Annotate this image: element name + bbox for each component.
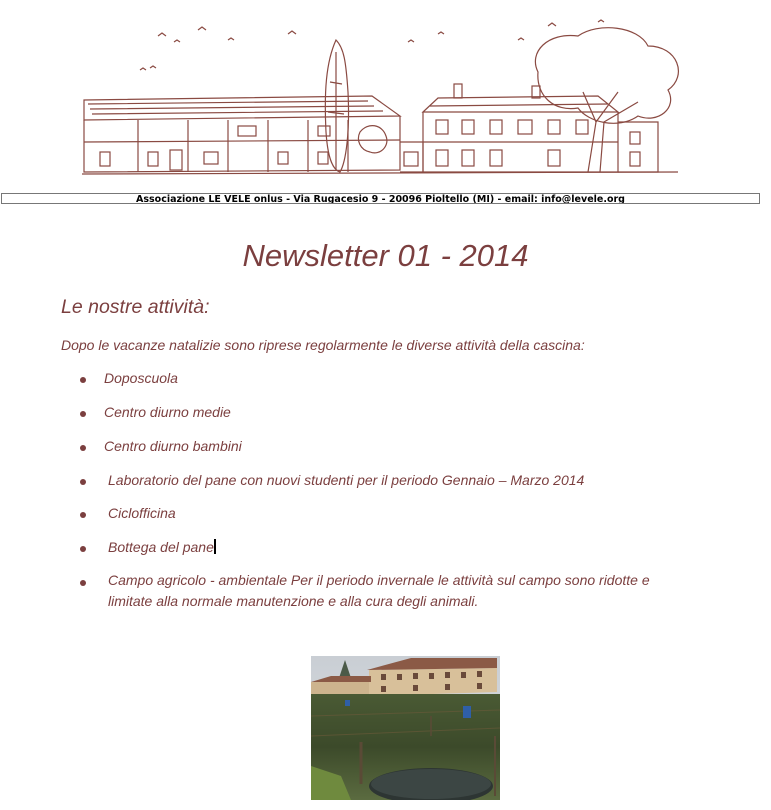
list-item: Centro diurno medie bbox=[104, 404, 231, 420]
intro-paragraph: Dopo le vacanze natalizie sono riprese regolarmente le diverse attività della cascina: bbox=[61, 337, 585, 353]
bullet-icon bbox=[80, 512, 86, 518]
address-bar: Associazione LE VELE onlus - Via Rugacesio 9 - 20096 Pioltello (MI) - email: info@levele.org bbox=[1, 193, 760, 204]
bullet-icon bbox=[80, 479, 86, 485]
text-cursor bbox=[214, 539, 216, 554]
bullet-icon bbox=[80, 411, 86, 417]
list-item: Laboratorio del pane con nuovi studenti per il periodo Gennaio – Marzo 2014 bbox=[108, 472, 585, 488]
list-item: Campo agricolo - ambientale Per il periodo invernale le attività sul campo sono ridotte e bbox=[108, 572, 650, 588]
newsletter-title: Newsletter 01 - 2014 bbox=[242, 238, 529, 273]
list-item: Ciclofficina bbox=[108, 505, 176, 521]
header-farmhouse-drawing bbox=[78, 12, 688, 180]
list-item: Centro diurno bambini bbox=[104, 438, 242, 454]
list-item-continuation: limitate alla normale manutenzione e alla cura degli animali. bbox=[108, 593, 479, 609]
list-item-text: Bottega del pane bbox=[108, 539, 214, 555]
farm-field-photo bbox=[311, 656, 500, 800]
bullet-icon bbox=[80, 445, 86, 451]
bullet-icon bbox=[80, 377, 86, 383]
section-heading: Le nostre attività: bbox=[61, 296, 210, 318]
list-item: Doposcuola bbox=[104, 370, 178, 386]
bullet-icon bbox=[80, 580, 86, 586]
list-item bbox=[108, 537, 216, 558]
bullet-icon bbox=[80, 546, 86, 552]
